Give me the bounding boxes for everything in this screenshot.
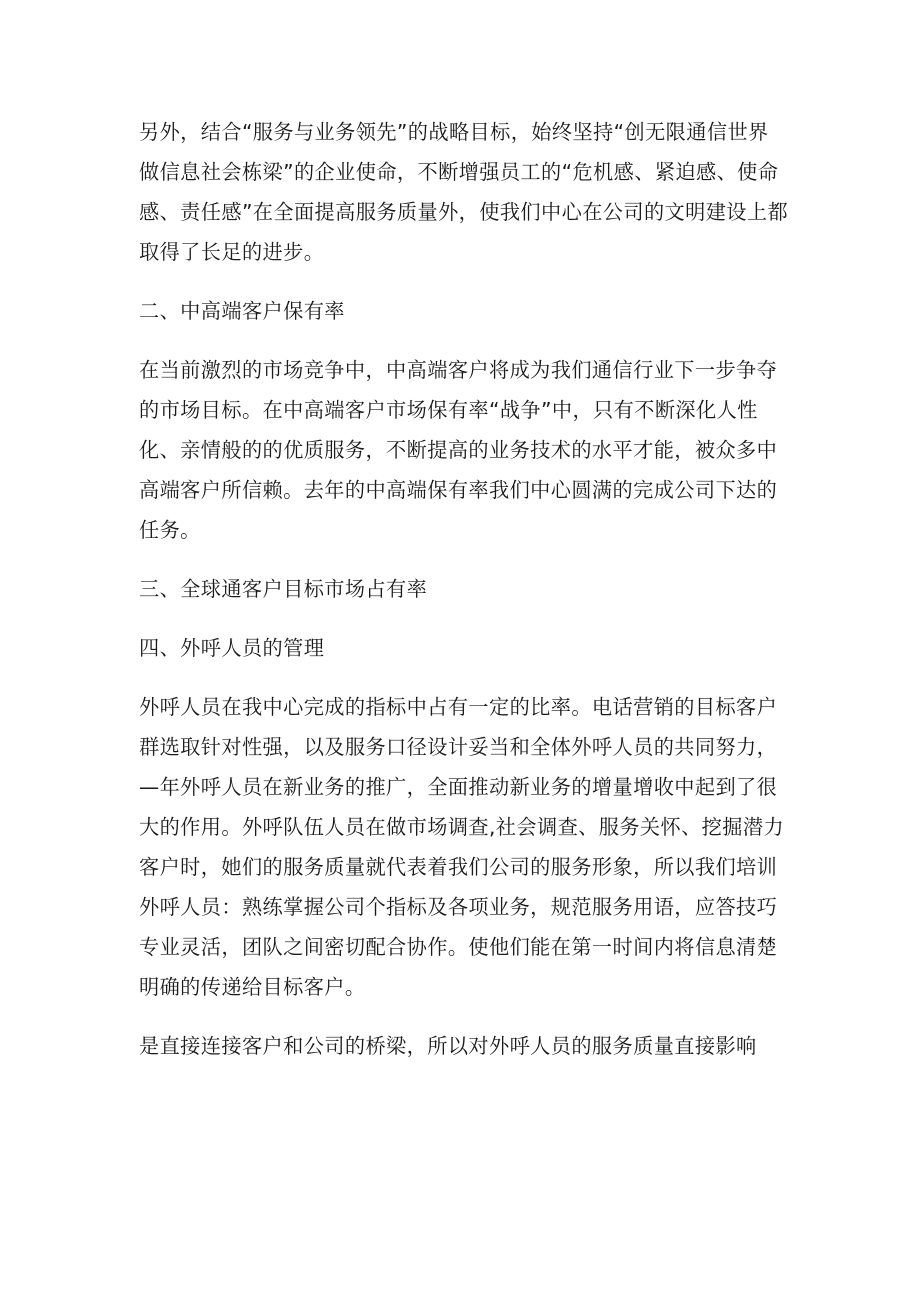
paragraph-outbound-staff: 外呼人员在我中心完成的指标中占有一定的比率。电话营销的目标客户群选取针对性强，以及服务口径设计妥当和全体外呼人员的共同努力，—年外呼人员在新业务的推广，全面推动新业务的增量增收中起到了很大的作用。外呼队伍人员在做市场调查,社会调查、服务关怀、挖掘潜力客户时，她们的服务质量就代表着我们公司的服务形象，所以我们培训外呼人员：熟练掌握公司个指标及各项业务，规范服务用语，应答技巧专业灵活，团队之间密切配合协作。使他们能在第一时间内将信息清楚明确的传递给目标客户。 xyxy=(139,695,785,999)
paragraph-high-end-retention: 在当前激烈的市场竞争中，中高端客户将成为我们通信行业下一步争夺的市场目标。在中高端客户市场保有率“战争”中，只有不断深化人性化、亲情般的的优质服务，不断提高的业务技术的水平才能，被众多中高端客户所信赖。去年的中高端保有率我们中心圆满的完成公司下达的任务。 xyxy=(139,358,778,542)
paragraph-strategy: 另外，结合“服务与业务领先”的战略目标，始终坚持“创无限通信世界做信息社会栋梁”的企业使命，不断增强员工的“危机感、紧迫感、使命感、责任感”在全面提高服务质量外，使我们中心在公司的文明建设上都取得了长足的进步。 xyxy=(139,120,789,264)
document-body xyxy=(139,112,789,1085)
section-heading-outbound-staff: 四、外呼人员的管理 xyxy=(139,636,325,660)
section-heading-global-market-share: 三、全球通客户目标市场占有率 xyxy=(139,577,428,601)
section-heading-high-end-retention: 二、中高端客户保有率 xyxy=(139,299,345,323)
paragraph-bridge: 是直接连接客户和公司的桥梁，所以对外呼人员的服务质量直接影响 xyxy=(139,1034,757,1058)
